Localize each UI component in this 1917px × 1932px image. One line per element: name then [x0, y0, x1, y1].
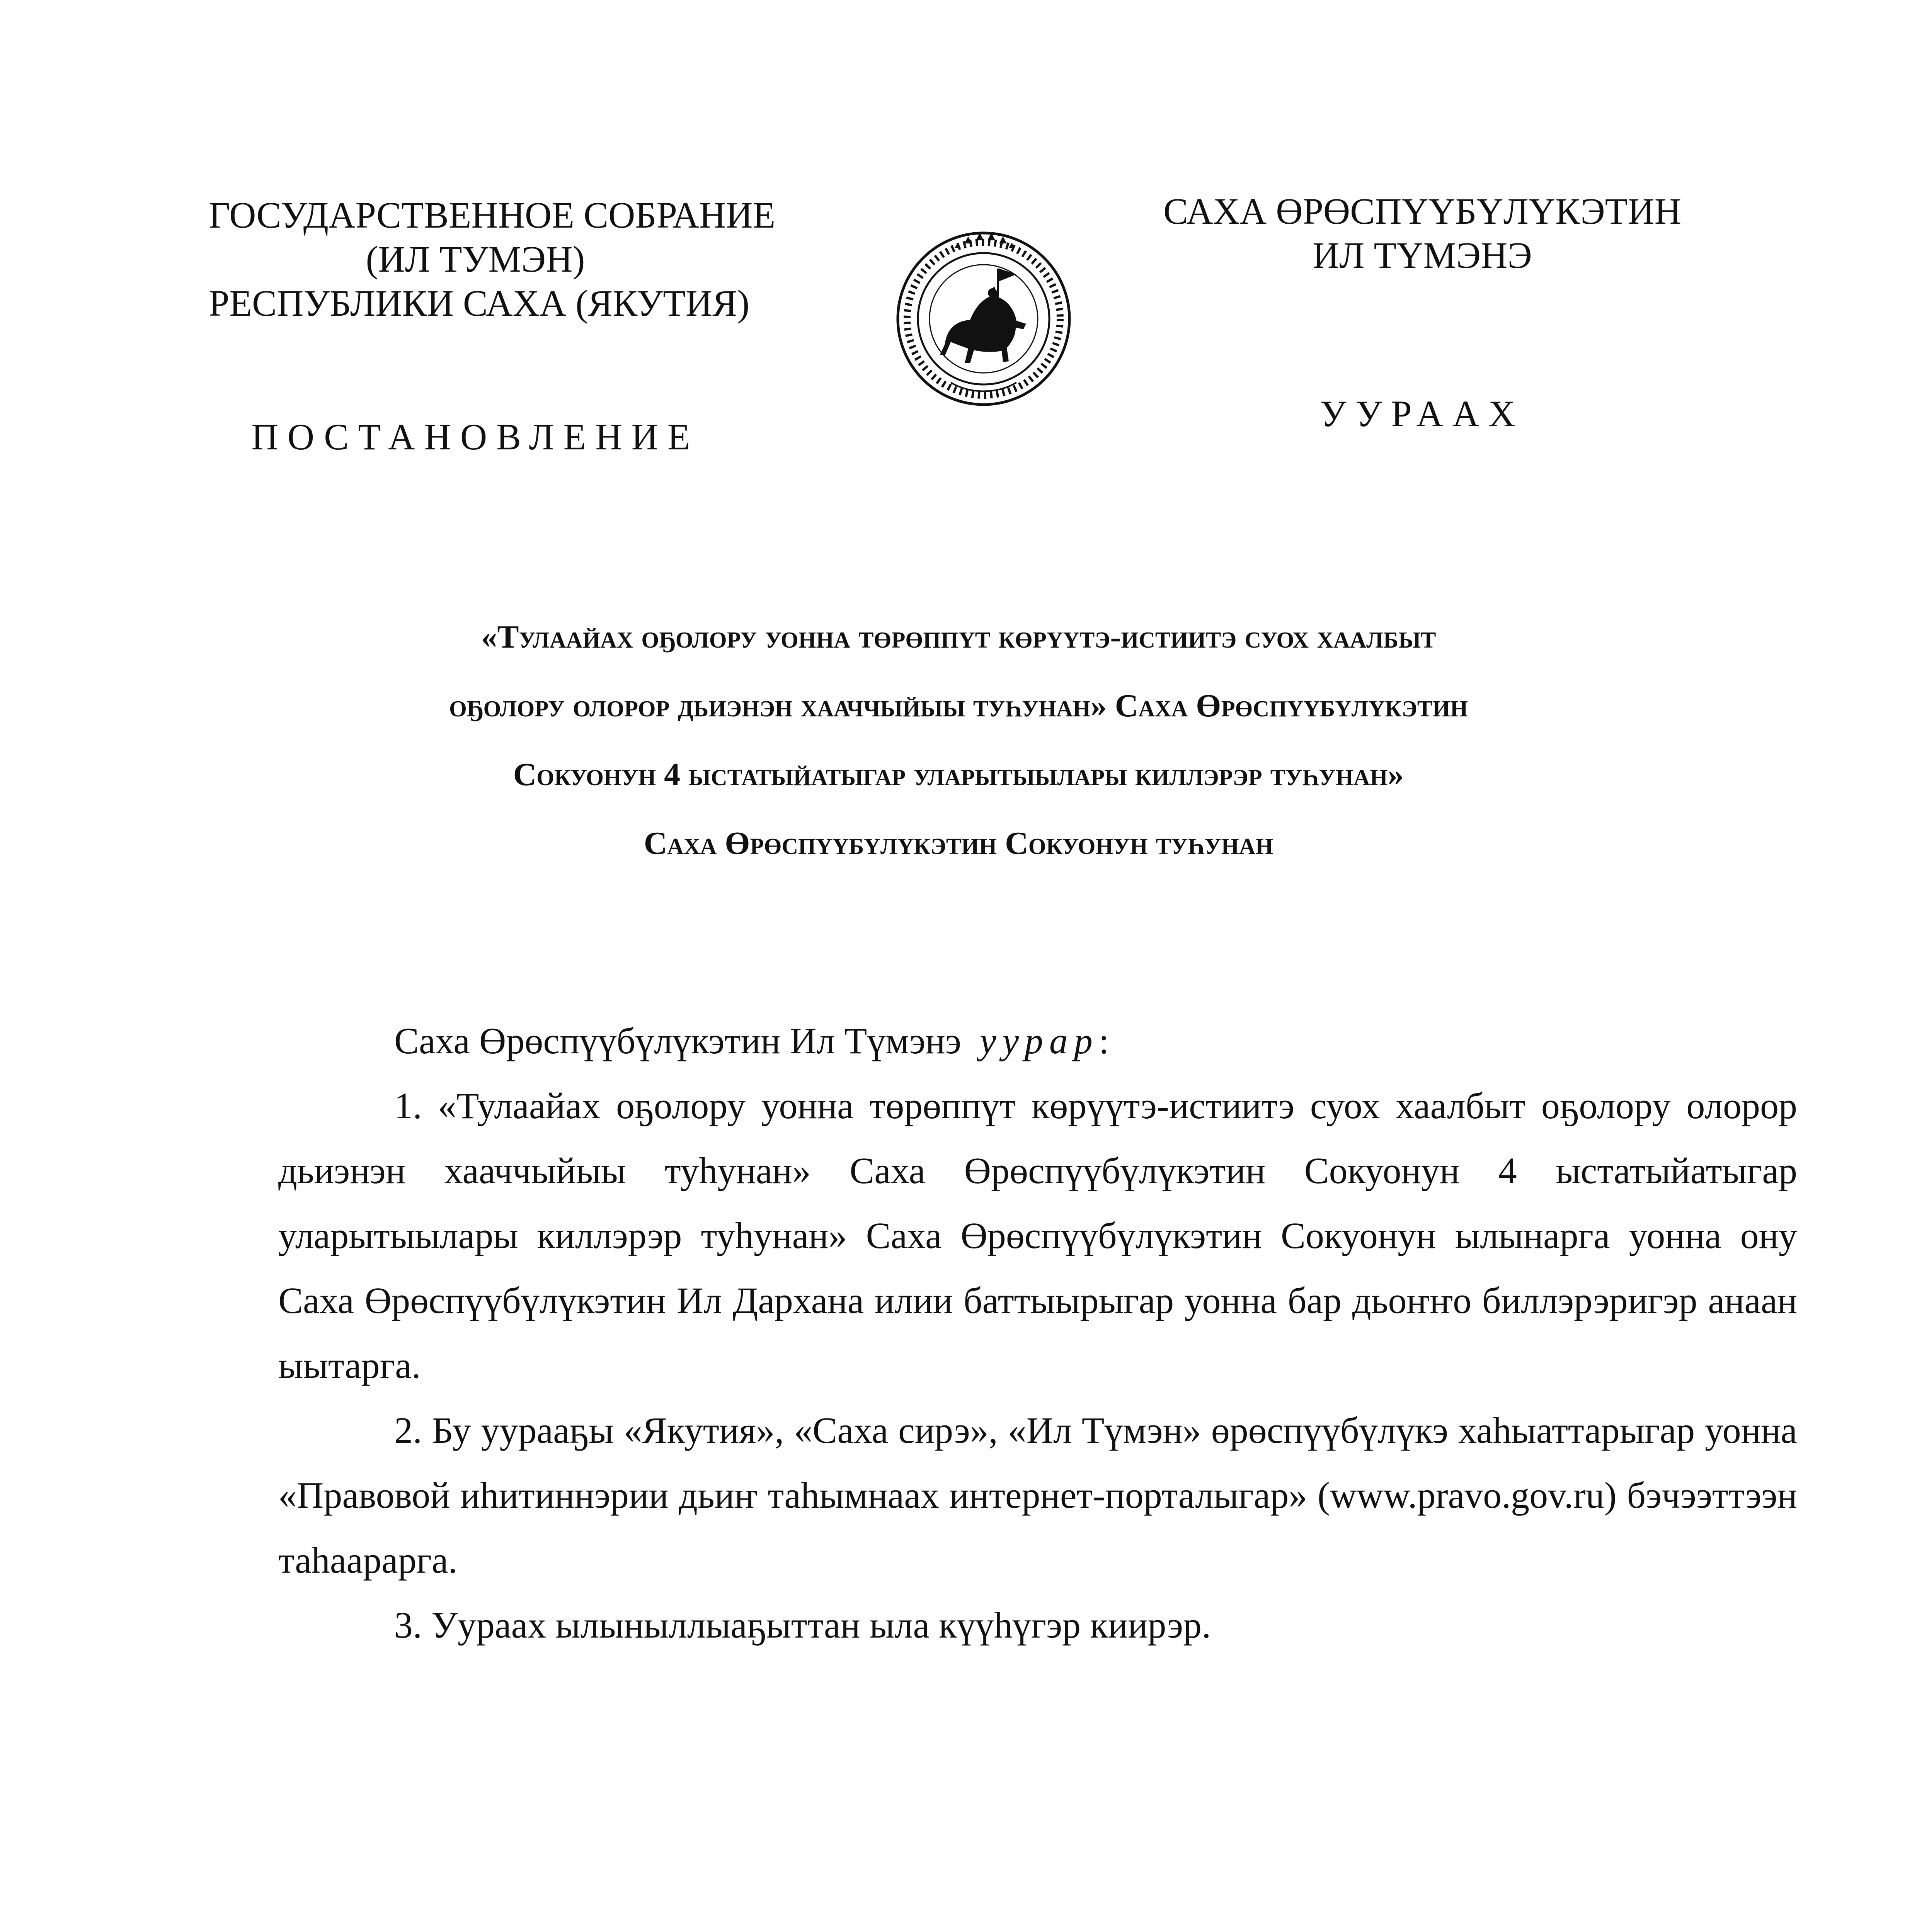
header-left-line-2: (ИЛ ТУМЭН) — [366, 238, 585, 280]
intro-colon: : — [1098, 1020, 1109, 1061]
header-left-line-1: ГОСУДАРСТВЕННОЕ СОБРАНИЕ — [209, 194, 776, 236]
title-line-1: «Тулаайах оҕолору уонна төрөппүт көрүүтэ-истиитэ суох хаалбыт — [481, 619, 1436, 655]
intro-paragraph — [278, 1009, 1797, 1073]
doc-type-ru: ПОСТАНОВЛЕНИЕ — [251, 416, 700, 457]
header-left-line-3: РЕСПУБЛИКИ САХА (ЯКУТИЯ) — [209, 282, 750, 324]
intro-text: Саха Өрөспүүбүлүкэтин Ил Түмэнэ — [394, 1020, 961, 1061]
document-title — [271, 603, 1646, 878]
document-body — [278, 1009, 1797, 1658]
header-left-block — [209, 193, 776, 325]
title-line-3: Сокуонун 4 ыстатыйатыгар уларытыылары киллэрэр туһунан» — [513, 757, 1404, 793]
title-line-2: оҕолору олорор дьиэнэн хааччыйыы туһунан» Саха Өрөспүүбүлүкэтин — [449, 688, 1468, 724]
header-right-line-2: ИЛ ТҮМЭНЭ — [1313, 235, 1532, 276]
title-line-4: Саха Өрөспүүбүлүкэтин Сокуонун туһунан — [644, 825, 1273, 861]
handwritten-signature — [804, 1917, 1314, 1932]
emblem-icon — [893, 228, 1074, 410]
body-item-3: 3. Уураах ылыныллыаҕыттан ыла күүһүгэр киирэр. — [394, 1604, 1211, 1646]
doc-type-sah: УУРААХ — [1320, 393, 1525, 434]
intro-verb: уурар — [979, 1020, 1099, 1061]
body-item-2: 2. Бу уурааҕы «Якутия», «Саха сирэ», «Ил Түмэн» өрөспүүбүлүкэ хаһыаттарыгар уонна «Правовой иһитиннэрии дьиҥ таһымнаах интернет-порталыгар» (www.pravo.gov.ru) бэчээттээн таһаарарга. — [278, 1410, 1797, 1581]
header-right-block — [1121, 189, 1724, 277]
body-item-1: 1. «Тулаайах оҕолору уонна төрөппүт көрүүтэ-истиитэ суох хаалбыт оҕолору олорор дьиэнэн хааччыйыы туһунан» Саха Өрөспүүбүлүкэтин Сокуонун 4 ыстатыйатыгар уларытыылары киллэрэр туһунан» Саха Өрөспүүбүлүкэтин Сокуонун ылынарга уонна ону Саха Өрөспүүбүлүкэтин Ил Дархана илии баттыырыгар уонна бар дьоҥҥо биллэрэригэр анаан ыытарга. — [278, 1085, 1797, 1386]
header-right-line-1: САХА ӨРӨСПҮҮБҮЛҮКЭТИН — [1163, 190, 1682, 232]
